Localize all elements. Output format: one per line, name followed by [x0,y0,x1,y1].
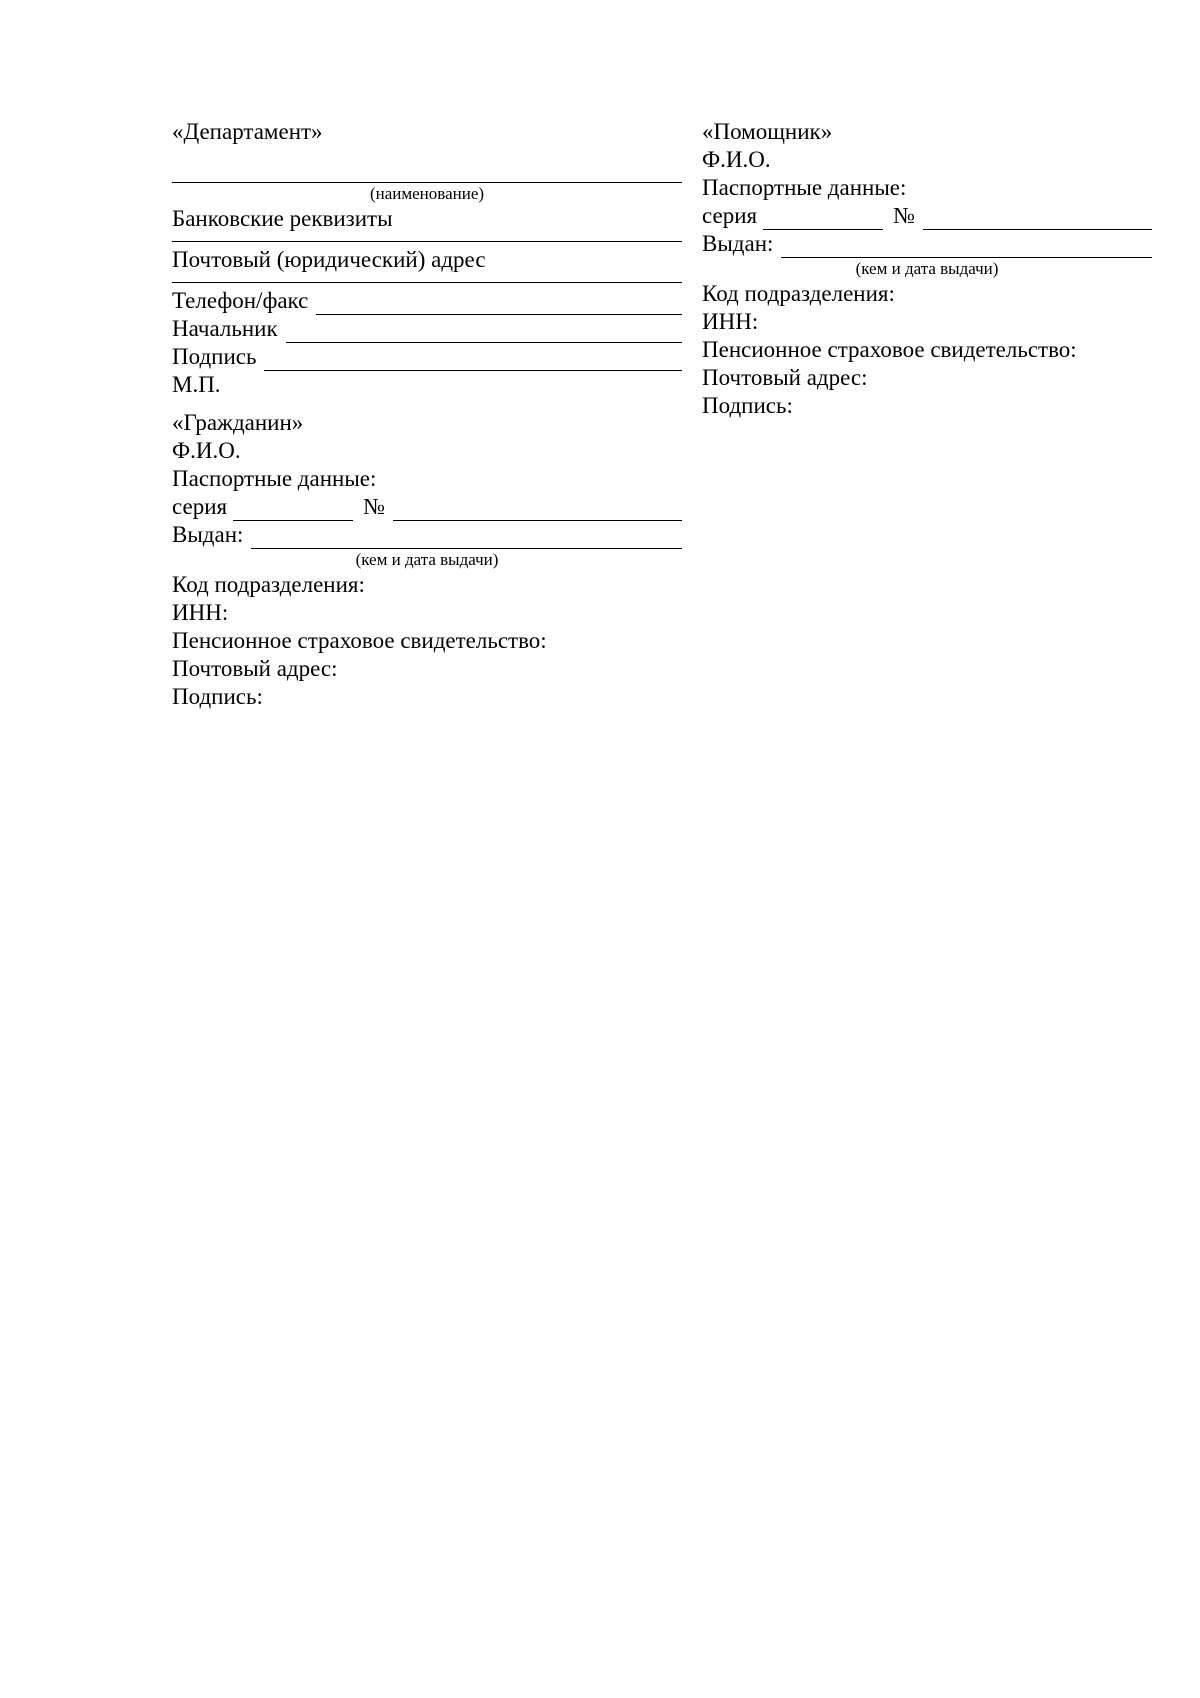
citizen-passport-label: Паспортные данные: [172,466,377,491]
department-column [172,118,682,711]
department-name-space [172,146,682,182]
head-row [172,315,682,343]
postal-legal-address-label: Почтовый (юридический) адрес [172,247,486,272]
bank-details-space [172,233,682,241]
citizen-number-sign: № [363,494,386,519]
citizen-postal-address-label: Почтовый адрес: [172,656,338,681]
assistant-number-sign: № [893,203,916,228]
signature-label: Подпись [172,344,257,369]
assistant-issued-caption: (кем и дата выдачи) [855,259,999,278]
assistant-issued-row [702,230,1152,258]
phone-fax-row [172,287,682,315]
bank-details-label: Банковские реквизиты [172,206,393,231]
assistant-fio-label: Ф.И.О. [702,147,771,172]
assistant-postal-address-label: Почтовый адрес: [702,365,868,390]
assistant-signature-label: Подпись: [702,393,793,418]
citizen-division-code-label: Код подразделения: [172,572,365,597]
assistant-series-line[interactable] [763,207,883,230]
assistant-series-row [702,202,1152,230]
assistant-pension-label: Пенсионное страховое свидетельство: [702,337,1077,362]
postal-legal-address-space [172,274,682,282]
citizen-signature-label: Подпись: [172,684,263,709]
citizen-fio-label: Ф.И.О. [172,438,241,463]
assistant-division-code-label: Код подразделения: [702,281,895,306]
assistant-title: «Помощник» [702,119,833,144]
assistant-column [702,118,1152,420]
signature-row [172,343,682,371]
citizen-number-line[interactable] [393,498,682,521]
citizen-issued-caption: (кем и дата выдачи) [355,550,499,569]
citizen-issued-label: Выдан: [172,522,244,547]
assistant-passport-label: Паспортные данные: [702,175,907,200]
stamp-label: М.П. [172,372,221,397]
citizen-series-line[interactable] [233,498,353,521]
assistant-issued-label: Выдан: [702,231,774,256]
head-line[interactable] [286,320,682,343]
phone-fax-line[interactable] [316,292,682,315]
department-title: «Департамент» [172,119,323,144]
assistant-series-label: серия [702,203,758,228]
head-label: Начальник [172,316,278,341]
phone-fax-label: Телефон/факс [172,288,309,313]
citizen-title: «Гражданин» [172,410,304,435]
department-name-caption: (наименование) [369,184,485,203]
citizen-issued-line[interactable] [251,526,682,549]
citizen-series-label: серия [172,494,228,519]
assistant-number-line[interactable] [923,207,1152,230]
assistant-issued-line[interactable] [781,235,1152,258]
citizen-inn-label: ИНН: [172,600,229,625]
signature-line[interactable] [264,348,682,371]
citizen-series-row [172,493,682,521]
citizen-pension-label: Пенсионное страховое свидетельство: [172,628,547,653]
assistant-inn-label: ИНН: [702,309,759,334]
citizen-issued-row [172,521,682,549]
